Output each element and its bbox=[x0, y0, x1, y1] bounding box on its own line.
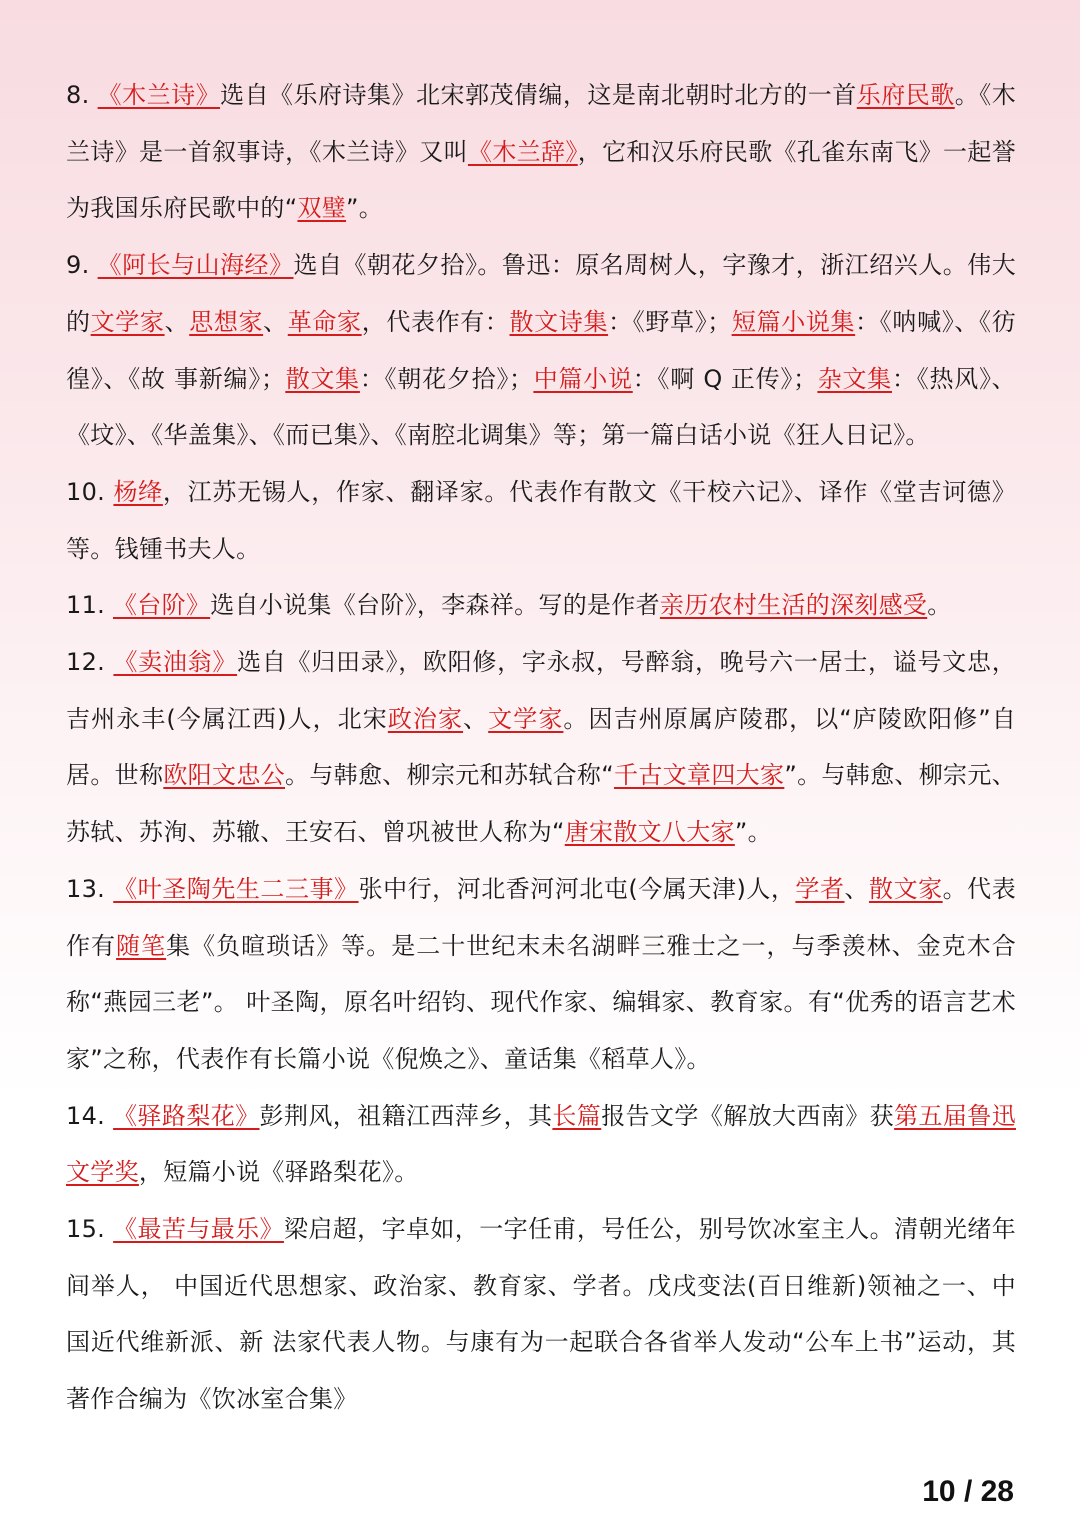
highlighted-term: 《驿路梨花》 bbox=[113, 1101, 260, 1130]
highlighted-term: 文学家 bbox=[90, 307, 165, 336]
text-run: 梁启超，字卓如，一字任甫，号任公，别号饮冰室主人。清朝光绪年间举人， 中国近代思想家、政治家、教育家、学者。戊戌变法(百日维新)领袖之一、中国近代维新派、新 法家代表人物。与康有为一起联合各省举人发动“公车上书”运动，其著作合编为《饮冰室合集》 bbox=[66, 1215, 1016, 1414]
highlighted-term: 乐府民歌 bbox=[856, 81, 955, 109]
highlighted-term: 《台阶》 bbox=[113, 591, 211, 620]
text-run: 8. bbox=[66, 81, 98, 109]
highlighted-term: 长篇 bbox=[552, 1101, 602, 1130]
paragraph-11 bbox=[66, 577, 1016, 634]
highlighted-term: 政治家 bbox=[387, 704, 464, 733]
highlighted-term: 《卖油翁》 bbox=[113, 648, 238, 677]
text-run: 9. bbox=[66, 251, 98, 280]
highlighted-term: 《木兰辞》 bbox=[467, 137, 578, 166]
document-body bbox=[66, 67, 1016, 1428]
text-run: 14. bbox=[66, 1101, 114, 1130]
text-run: 报告文学《解放大西南》获 bbox=[601, 1101, 895, 1130]
text-run: 选自《归田录》，欧阳修，字永叔，号醉翁，晚号六一居士，谥号文忠，吉州永丰(今属江西)人，北宋 bbox=[66, 648, 1017, 733]
paragraph-9 bbox=[66, 237, 1016, 464]
text-run: 。《木兰诗》是一首叙事诗，《木兰诗》又叫 bbox=[66, 81, 1016, 166]
text-run: ：《野草》； bbox=[608, 307, 732, 336]
text-run: ，江苏无锡人，作家、翻译家。代表作有散文《干校六记》、译作《堂吉诃德》等。钱锺书夫人。 bbox=[66, 477, 1017, 563]
text-run: 、 bbox=[164, 307, 190, 336]
highlighted-term: 思想家 bbox=[189, 307, 264, 336]
text-run: 。因吉州原属庐陵郡，以“庐陵欧阳修”自居。世称 bbox=[66, 704, 1016, 790]
text-run: 、 bbox=[263, 307, 288, 336]
paragraph-8 bbox=[66, 67, 1016, 237]
text-run: 张中行，河北香河河北屯(今属天津)人， bbox=[358, 874, 796, 903]
text-run: 10. bbox=[66, 477, 114, 506]
text-run: ”。与韩愈、柳宗元、苏轼、苏洵、苏辙、王安石、曾巩被世人称为“ bbox=[66, 761, 1017, 847]
highlighted-term: 欧阳文忠公 bbox=[163, 761, 285, 790]
text-run: ，它和汉乐府民歌《孔雀东南飞》一起誉为我国乐府民歌中的“ bbox=[66, 137, 1016, 223]
paragraph-10 bbox=[66, 464, 1016, 577]
text-run: ，短篇小说《驿路梨花》。 bbox=[138, 1158, 419, 1187]
highlighted-term: 第五届鲁迅文学奖 bbox=[66, 1101, 1016, 1187]
highlighted-term: 学者 bbox=[795, 874, 845, 903]
highlighted-term: 随笔 bbox=[116, 931, 167, 960]
paragraph-13 bbox=[66, 861, 1016, 1088]
text-run: 彭荆风，祖籍江西萍乡，其 bbox=[259, 1101, 553, 1130]
highlighted-term: 短篇小说集 bbox=[731, 307, 856, 336]
text-run: ：《呐喊》、《彷徨》、《故 事新编》； bbox=[66, 307, 1016, 393]
highlighted-term: 散文诗集 bbox=[509, 307, 609, 336]
text-run: 15. bbox=[66, 1215, 114, 1244]
text-run: ”。 bbox=[346, 194, 384, 223]
text-run: 11. bbox=[66, 591, 113, 620]
paragraph-14 bbox=[66, 1088, 1016, 1201]
paragraph-12 bbox=[66, 634, 1016, 861]
text-run: 12. bbox=[66, 648, 114, 677]
highlighted-term: 中篇小说 bbox=[533, 364, 633, 393]
text-run: 选自《朝花夕拾》。鲁迅：原名周树人，字豫才，浙江绍兴人。伟大的 bbox=[66, 251, 1016, 336]
highlighted-term: 双璧 bbox=[297, 194, 347, 223]
highlighted-term: 《木兰诗》 bbox=[97, 81, 221, 109]
text-run: 选自小说集《台阶》，李森祥。写的是作者 bbox=[210, 591, 660, 620]
highlighted-term: 《最苦与最乐》 bbox=[113, 1215, 284, 1244]
text-run: 。代表作有 bbox=[66, 874, 1017, 960]
text-run: ：《朝花夕拾》； bbox=[359, 364, 534, 393]
text-run: ：《啊 Q 正传》； bbox=[632, 364, 818, 393]
highlighted-term: 革命家 bbox=[287, 307, 362, 336]
highlighted-term: 《叶圣陶先生二三事》 bbox=[113, 874, 359, 903]
highlighted-term: 《阿长与山海经》 bbox=[97, 251, 294, 280]
highlighted-term: 文学家 bbox=[488, 704, 564, 733]
text-run: 。与韩愈、柳宗元和苏轼合称“ bbox=[284, 761, 614, 790]
text-run: 选自《乐府诗集》北宋郭茂倩编，这是南北朝时北方的一首 bbox=[220, 81, 857, 109]
highlighted-term: 千古文章四大家 bbox=[614, 761, 785, 790]
page-number: 10 / 28 bbox=[922, 1475, 1014, 1508]
paragraph-15 bbox=[66, 1201, 1016, 1428]
highlighted-term: 亲历农村生活的深刻感受 bbox=[659, 591, 928, 620]
text-run: ：《热风》、《坟》、《华盖集》、《而已集》、《南腔北调集》等；第一篇白话小说《狂人日记》。 bbox=[66, 364, 1016, 450]
text-run: 、 bbox=[844, 874, 870, 903]
text-run: ，代表作有： bbox=[361, 307, 510, 336]
highlighted-term: 散文集 bbox=[285, 364, 360, 393]
text-run: 。 bbox=[927, 591, 952, 620]
highlighted-term: 唐宋散文八大家 bbox=[564, 818, 735, 847]
highlighted-term: 杨绛 bbox=[113, 477, 163, 506]
highlighted-term: 散文家 bbox=[869, 874, 943, 903]
text-run: 集《负暄琐话》等。是二十世纪末未名湖畔三雅士之一，与季羡林、金克木合称“燕园三老”。 叶圣陶，原名叶绍钧、现代作家、编辑家、教育家。有“优秀的语言艺术家”之称，代表作有长篇小说《倪焕之》、童话集《稻草人》。 bbox=[66, 931, 1016, 1073]
text-run: 13. bbox=[66, 874, 114, 903]
text-run: 、 bbox=[463, 704, 489, 733]
text-run: ”。 bbox=[734, 818, 772, 847]
highlighted-term: 杂文集 bbox=[817, 364, 893, 393]
